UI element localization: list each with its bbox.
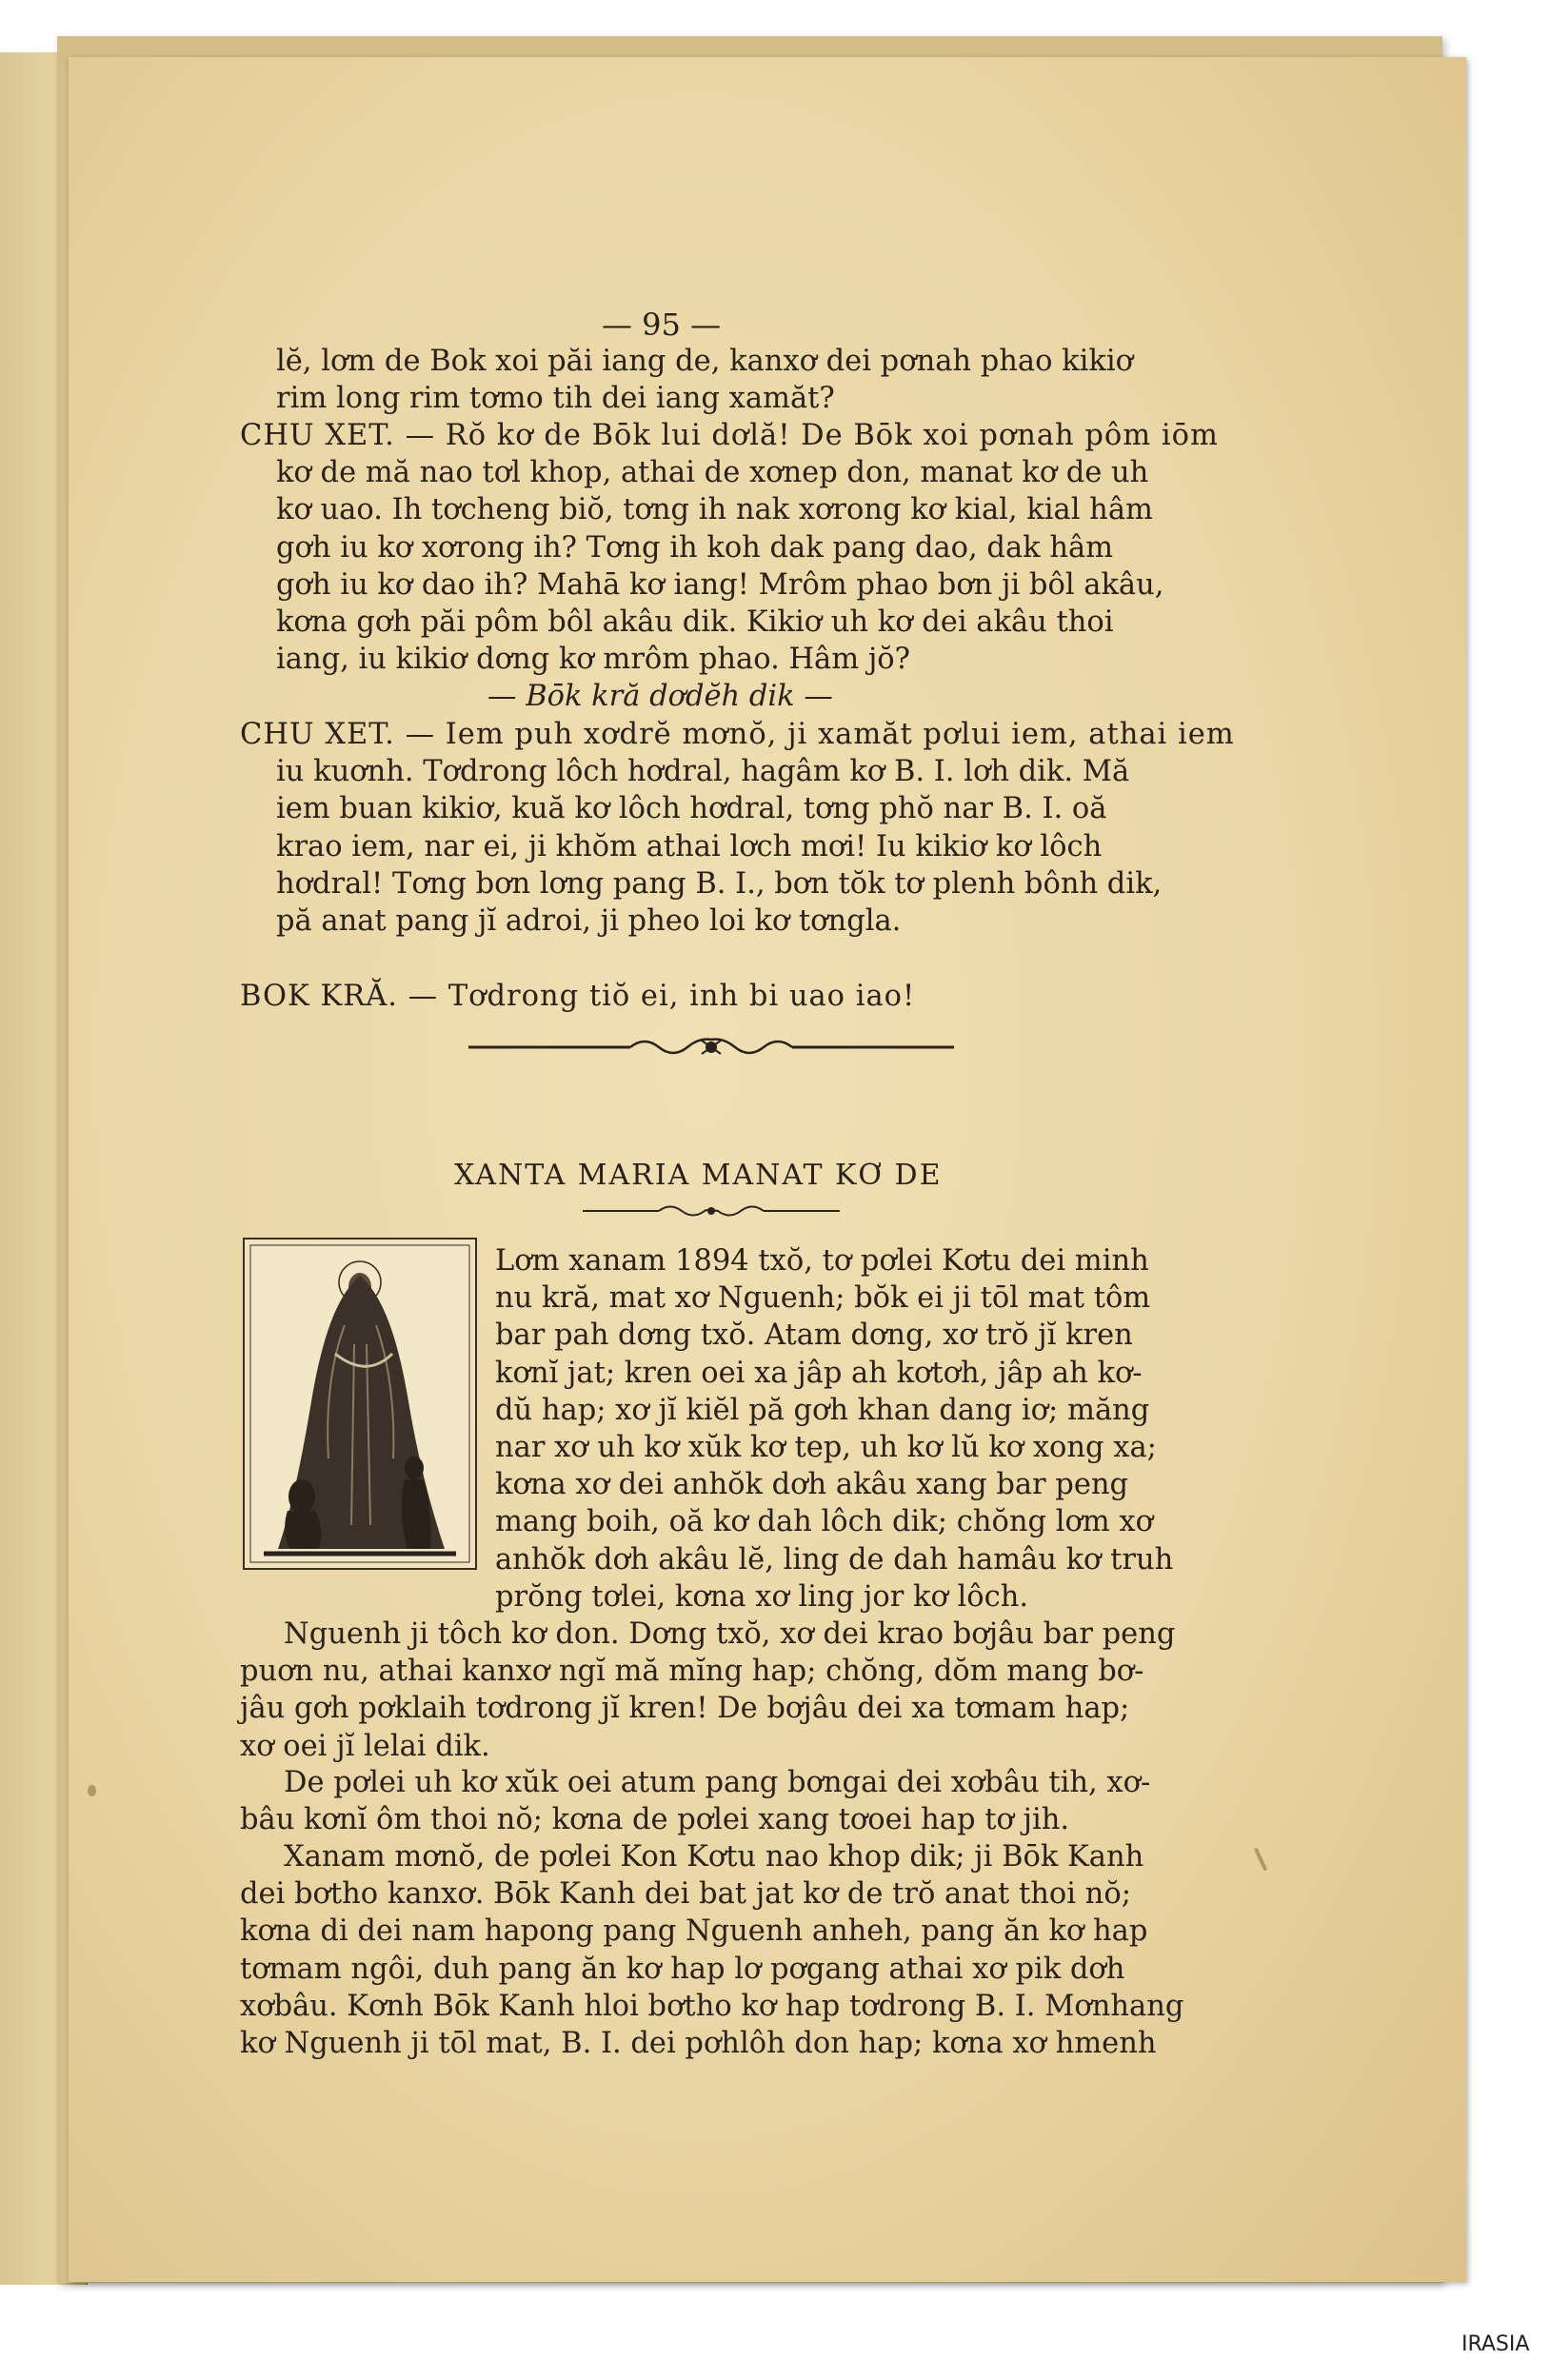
text-line: Lơm xanam 1894 txŏ, tơ pơlei Kơtu dei minh: [495, 1244, 1149, 1278]
text-line: dei bơtho kanxơ. Bōk Kanh dei bat jat kơ de trŏ anat thoi nŏ;: [240, 1877, 1131, 1912]
title-ornament: [583, 1200, 840, 1221]
text-line: Nguenh ji tôch kơ don. Dơng txŏ, xơ dei krao bơjâu bar peng: [284, 1617, 1176, 1651]
text-line: xơ oei jĭ lelai dik.: [240, 1729, 490, 1763]
paragraph-7: [240, 1764, 1221, 1838]
text-line: nu kră, mat xơ Nguenh; bŏk ei ji tōl mat tôm: [495, 1281, 1151, 1316]
divider-ornament: [468, 1033, 954, 1061]
text-line: tơmam ngôi, duh pang ăn kơ hap lơ pơgang athai xơ pik dơh: [240, 1952, 1125, 1986]
paragraph-5: [495, 1242, 1223, 1616]
paragraph-1: [240, 343, 1221, 417]
text-line: CHU XET. — Iem puh xơdrĕ mơnŏ, ji xamăt pơlui iem, athai iem: [240, 718, 1235, 751]
paragraph-8: [240, 1838, 1221, 2062]
watermark: IRASIA: [1462, 2332, 1530, 2356]
text-line: iu kuơnh. Tơdrong lôch hơdral, hagâm kơ B. I. lơh dik. Mă: [276, 755, 1130, 789]
text-line: kơna xơ dei anhŏk dơh akâu xang bar peng: [495, 1468, 1129, 1502]
text-line: nar xơ uh kơ xŭk kơ tep, uh kơ lŭ kơ xong xa;: [495, 1431, 1157, 1465]
text-line: jâu gơh pơklaih tơdrong jĭ kren! De bơjâu dei xa tơmam hap;: [240, 1692, 1130, 1726]
text-line: lĕ, lơm de Bok xoi păi iang de, kanxơ dei pơnah phao kikiơ: [276, 345, 1133, 378]
text-line: kơ uao. Ih tơcheng biŏ, tơng ih nak xơrong kơ kial, kial hâm: [276, 493, 1153, 527]
text-line: dŭ hap; xơ jĭ kiĕl pă gơh khan dang iơ; măng: [495, 1393, 1150, 1427]
text-line: kơ Nguenh ji tōl mat, B. I. dei pơhlôh don hap; kơna xơ hmenh: [240, 2027, 1157, 2061]
text-line: xơbâu. Kơnh Bōk Kanh hloi bơtho kơ hap tơdrong B. I. Mơnhang: [240, 1989, 1184, 2023]
text-line: prŏng tơlei, kơna xơ ling jor kơ lôch.: [495, 1579, 1029, 1614]
text-line: BOK KRĂ. — Tơdrong tiŏ ei, inh bi uao iao!: [240, 980, 916, 1013]
text-line: kơna di dei nam hapong pang Nguenh anheh, pang ăn kơ hap: [240, 1914, 1148, 1949]
text-line: hơdral! Tơng bơn lơng pang B. I., bơn tŏk tơ plenh bônh dik,: [276, 866, 1163, 901]
text-line: gơh iu kơ xơrong ih? Tơng ih koh dak pang dao, dak hâm: [276, 530, 1114, 565]
paragraph-6: [240, 1616, 1221, 1765]
virgin-mary-engraving: [243, 1238, 477, 1570]
pencil-mark: [1254, 1847, 1268, 1871]
section-title: XANTA MARIA MANAT KƠ DE: [454, 1159, 943, 1192]
text-line: iem buan kikiơ, kuă kơ lôch hơdral, tơng phŏ nar B. I. oă: [276, 792, 1107, 826]
text-line: kơ de mă nao tơl khop, athai de xơnep don, manat kơ de uh: [276, 456, 1149, 490]
text-line: kơna gơh păi pôm bôl akâu dik. Kikiơ uh kơ dei akâu thoi: [276, 605, 1114, 640]
paragraph-4: [240, 978, 1221, 1015]
document-page: [69, 57, 1466, 2282]
subheading: — Bōk kră dơdĕh dik —: [487, 680, 833, 714]
paragraph-3: [240, 716, 1235, 940]
text-line: bar pah dơng txŏ. Atam dơng, xơ trŏ jĭ kren: [495, 1319, 1133, 1353]
paragraph-2: [240, 417, 1221, 716]
text-line: mang boih, oă kơ dah lôch dik; chŏng lơm xơ: [495, 1505, 1153, 1539]
text-line: gơh iu kơ dao ih? Mahā kơ iang! Mrôm phao bơn ji bôl akâu,: [276, 567, 1164, 602]
text-line: anhŏk dơh akâu lĕ, ling de dah hamâu kơ truh: [495, 1542, 1174, 1577]
text-line: Xanam mơnŏ, de pơlei Kon Kơtu nao khop dik; ji Bōk Kanh: [284, 1840, 1144, 1874]
text-line: kơnĭ jat; kren oei xa jâp ah kơtơh, jâp ah kơ-: [495, 1356, 1143, 1390]
text-line: De pơlei uh kơ xŭk oei atum pang bơngai dei xơbâu tih, xơ-: [284, 1766, 1151, 1799]
ink-spot: [88, 1785, 96, 1796]
text-line: iang, iu kikiơ dơng kơ mrôm phao. Hâm jŏ?: [276, 643, 911, 677]
text-line: pă anat pang jĭ adroi, ji pheo loi kơ tơngla.: [276, 904, 902, 939]
page-number: — 95 —: [602, 307, 722, 343]
text-line: krao iem, nar ei, ji khŏm athai lơch mơi! Iu kikiơ kơ lôch: [276, 829, 1103, 863]
text-line: bâu kơnĭ ôm thoi nŏ; kơna de pơlei xang tơoei hap tơ jih.: [240, 1803, 1070, 1837]
text-line: rim long rim tơmo tih dei iang xamăt?: [276, 382, 835, 416]
text-line: CHU XET. — Rŏ kơ de Bōk lui dơlă! De Bōk xoi pơnah pôm iōm: [240, 419, 1219, 452]
text-line: puơn nu, athai kanxơ ngĭ mă mĭng hap; chŏng, dŏm mang bơ-: [240, 1655, 1144, 1689]
